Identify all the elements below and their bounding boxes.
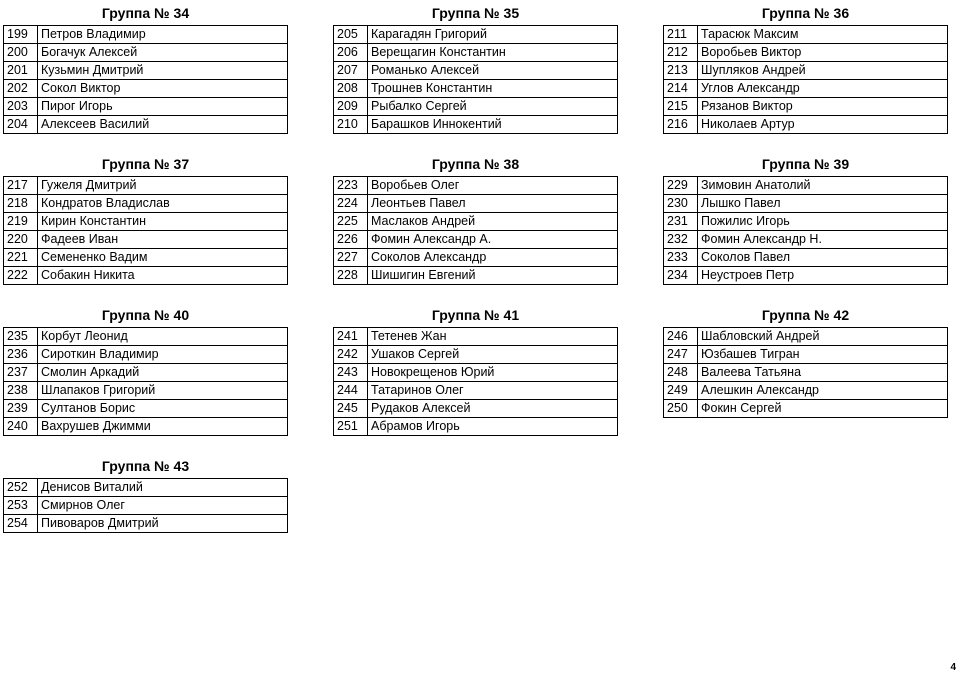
participant-name: Семененко Вадим — [38, 249, 288, 267]
table-row — [664, 249, 948, 267]
participant-name: Соколов Павел — [698, 249, 948, 267]
participant-name: Ушаков Сергей — [368, 346, 618, 364]
table-row — [334, 364, 618, 382]
participant-number: 225 — [334, 213, 368, 231]
participant-number: 217 — [4, 177, 38, 195]
participant-name: Неустроев Петр — [698, 267, 948, 285]
participant-name: Николаев Артур — [698, 116, 948, 134]
group-title: Группа № 35 — [431, 5, 520, 21]
participant-name: Денисов Виталий — [38, 479, 288, 497]
table-row — [334, 80, 618, 98]
participant-name: Фомин Александр Н. — [698, 231, 948, 249]
table-row — [4, 62, 288, 80]
table-row — [4, 26, 288, 44]
group-block — [333, 154, 618, 285]
participant-number: 240 — [4, 418, 38, 436]
participant-name: Татаринов Олег — [368, 382, 618, 400]
participant-number: 219 — [4, 213, 38, 231]
participant-number: 222 — [4, 267, 38, 285]
group-block — [3, 3, 288, 134]
participant-name: Шишигин Евгений — [368, 267, 618, 285]
table-row — [664, 98, 948, 116]
table-row — [4, 515, 288, 533]
participant-name: Воробьев Олег — [368, 177, 618, 195]
group-block — [663, 154, 948, 285]
group-roster-table — [3, 176, 288, 285]
participant-number: 200 — [4, 44, 38, 62]
participant-number: 237 — [4, 364, 38, 382]
participant-number: 203 — [4, 98, 38, 116]
participant-number: 202 — [4, 80, 38, 98]
table-row — [4, 418, 288, 436]
group-block — [3, 305, 288, 436]
participant-number: 213 — [664, 62, 698, 80]
group-title: Группа № 36 — [761, 5, 850, 21]
table-row — [334, 98, 618, 116]
participant-number: 242 — [334, 346, 368, 364]
table-row — [4, 346, 288, 364]
participant-number: 215 — [664, 98, 698, 116]
group-roster-table — [663, 25, 948, 134]
participant-name: Смолин Аркадий — [38, 364, 288, 382]
table-row — [664, 26, 948, 44]
participant-number: 231 — [664, 213, 698, 231]
participant-name: Вахрушев Джимми — [38, 418, 288, 436]
participant-number: 226 — [334, 231, 368, 249]
participant-name: Собакин Никита — [38, 267, 288, 285]
participant-name: Верещагин Константин — [368, 44, 618, 62]
table-row — [664, 382, 948, 400]
group-roster-table — [663, 327, 948, 418]
participant-name: Новокрещенов Юрий — [368, 364, 618, 382]
table-row — [4, 479, 288, 497]
participant-name: Трошнев Константин — [368, 80, 618, 98]
table-row — [334, 400, 618, 418]
participant-number: 252 — [4, 479, 38, 497]
groups-grid — [3, 3, 957, 533]
table-row — [4, 497, 288, 515]
participant-name: Петров Владимир — [38, 26, 288, 44]
table-row — [4, 400, 288, 418]
table-row — [334, 116, 618, 134]
participant-number: 227 — [334, 249, 368, 267]
participant-number: 253 — [4, 497, 38, 515]
participant-number: 241 — [334, 328, 368, 346]
participant-number: 201 — [4, 62, 38, 80]
participant-name: Тарасюк Максим — [698, 26, 948, 44]
group-block — [333, 305, 618, 436]
participant-name: Фокин Сергей — [698, 400, 948, 418]
participant-number: 239 — [4, 400, 38, 418]
participant-number: 212 — [664, 44, 698, 62]
table-row — [334, 44, 618, 62]
participant-number: 218 — [4, 195, 38, 213]
table-row — [664, 346, 948, 364]
table-row — [4, 44, 288, 62]
participant-name: Пожилис Игорь — [698, 213, 948, 231]
participant-number: 204 — [4, 116, 38, 134]
participant-number: 221 — [4, 249, 38, 267]
table-row — [334, 267, 618, 285]
table-row — [664, 328, 948, 346]
table-row — [4, 267, 288, 285]
participant-number: 216 — [664, 116, 698, 134]
participant-name: Кирин Константин — [38, 213, 288, 231]
participant-number: 248 — [664, 364, 698, 382]
participant-name: Углов Александр — [698, 80, 948, 98]
participant-number: 247 — [664, 346, 698, 364]
participant-number: 206 — [334, 44, 368, 62]
participant-number: 199 — [4, 26, 38, 44]
table-row — [664, 177, 948, 195]
table-row — [664, 231, 948, 249]
participant-name: Тетенев Жан — [368, 328, 618, 346]
table-row — [664, 80, 948, 98]
group-title: Группа № 41 — [431, 307, 520, 323]
participant-name: Сироткин Владимир — [38, 346, 288, 364]
group-block — [663, 3, 948, 134]
table-row — [664, 62, 948, 80]
participant-name: Кондратов Владислав — [38, 195, 288, 213]
participant-name: Фадеев Иван — [38, 231, 288, 249]
table-row — [334, 231, 618, 249]
participant-name: Рудаков Алексей — [368, 400, 618, 418]
participant-name: Зимовин Анатолий — [698, 177, 948, 195]
page-number: 4 — [950, 662, 956, 673]
group-title: Группа № 43 — [101, 458, 190, 474]
participant-name: Смирнов Олег — [38, 497, 288, 515]
participant-name: Рыбалко Сергей — [368, 98, 618, 116]
participant-number: 205 — [334, 26, 368, 44]
group-roster-table — [3, 25, 288, 134]
table-row — [664, 116, 948, 134]
participant-name: Соколов Александр — [368, 249, 618, 267]
table-row — [4, 177, 288, 195]
table-row — [664, 213, 948, 231]
participant-number: 230 — [664, 195, 698, 213]
participant-number: 207 — [334, 62, 368, 80]
participant-name: Романько Алексей — [368, 62, 618, 80]
table-row — [664, 44, 948, 62]
participant-name: Шлапаков Григорий — [38, 382, 288, 400]
table-row — [334, 195, 618, 213]
participant-name: Шупляков Андрей — [698, 62, 948, 80]
table-row — [4, 249, 288, 267]
participant-number: 229 — [664, 177, 698, 195]
table-row — [4, 195, 288, 213]
participant-number: 245 — [334, 400, 368, 418]
group-block — [333, 3, 618, 134]
participant-number: 254 — [4, 515, 38, 533]
participant-name: Кузьмин Дмитрий — [38, 62, 288, 80]
participant-name: Леонтьев Павел — [368, 195, 618, 213]
participant-number: 235 — [4, 328, 38, 346]
table-row — [334, 26, 618, 44]
table-row — [334, 62, 618, 80]
participant-number: 249 — [664, 382, 698, 400]
table-row — [334, 249, 618, 267]
participant-name: Фомин Александр А. — [368, 231, 618, 249]
participant-name: Карагадян Григорий — [368, 26, 618, 44]
participant-name: Юзбашев Тигран — [698, 346, 948, 364]
group-roster-table — [333, 327, 618, 436]
participant-number: 228 — [334, 267, 368, 285]
participant-number: 208 — [334, 80, 368, 98]
table-row — [4, 364, 288, 382]
participant-name: Сокол Виктор — [38, 80, 288, 98]
participant-name: Абрамов Игорь — [368, 418, 618, 436]
participant-name: Воробьев Виктор — [698, 44, 948, 62]
participant-number: 232 — [664, 231, 698, 249]
group-block — [3, 154, 288, 285]
group-roster-table — [333, 176, 618, 285]
table-row — [334, 177, 618, 195]
group-title: Группа № 38 — [431, 156, 520, 172]
participant-number: 250 — [664, 400, 698, 418]
participant-name: Корбут Леонид — [38, 328, 288, 346]
participant-number: 244 — [334, 382, 368, 400]
participant-name: Богачук Алексей — [38, 44, 288, 62]
group-block — [3, 456, 288, 533]
table-row — [334, 328, 618, 346]
participant-number: 214 — [664, 80, 698, 98]
participant-number: 251 — [334, 418, 368, 436]
table-row — [4, 382, 288, 400]
group-title: Группа № 42 — [761, 307, 850, 323]
table-row — [4, 231, 288, 249]
table-row — [664, 195, 948, 213]
participant-number: 211 — [664, 26, 698, 44]
group-roster-table — [663, 176, 948, 285]
group-roster-table — [333, 25, 618, 134]
table-row — [4, 116, 288, 134]
participant-name: Рязанов Виктор — [698, 98, 948, 116]
participant-number: 223 — [334, 177, 368, 195]
participant-number: 234 — [664, 267, 698, 285]
participant-number: 236 — [4, 346, 38, 364]
participant-number: 243 — [334, 364, 368, 382]
participant-name: Барашков Иннокентий — [368, 116, 618, 134]
participant-name: Валеева Татьяна — [698, 364, 948, 382]
group-block — [663, 305, 948, 436]
participant-name: Шабловский Андрей — [698, 328, 948, 346]
participant-number: 224 — [334, 195, 368, 213]
participant-number: 210 — [334, 116, 368, 134]
group-title: Группа № 37 — [101, 156, 190, 172]
group-roster-table — [3, 478, 288, 533]
table-row — [334, 213, 618, 231]
participant-name: Пирог Игорь — [38, 98, 288, 116]
table-row — [4, 98, 288, 116]
table-row — [4, 80, 288, 98]
participant-number: 238 — [4, 382, 38, 400]
participant-name: Маслаков Андрей — [368, 213, 618, 231]
participant-name: Гужеля Дмитрий — [38, 177, 288, 195]
table-row — [664, 400, 948, 418]
table-row — [664, 267, 948, 285]
participant-name: Султанов Борис — [38, 400, 288, 418]
table-row — [664, 364, 948, 382]
table-row — [4, 328, 288, 346]
participant-number: 209 — [334, 98, 368, 116]
participant-number: 220 — [4, 231, 38, 249]
participant-name: Лышко Павел — [698, 195, 948, 213]
participant-name: Алешкин Александр — [698, 382, 948, 400]
participant-number: 246 — [664, 328, 698, 346]
participant-name: Алексеев Василий — [38, 116, 288, 134]
group-roster-table — [3, 327, 288, 436]
table-row — [334, 382, 618, 400]
table-row — [4, 213, 288, 231]
group-title: Группа № 40 — [101, 307, 190, 323]
table-row — [334, 418, 618, 436]
group-title: Группа № 39 — [761, 156, 850, 172]
group-title: Группа № 34 — [101, 5, 190, 21]
table-row — [334, 346, 618, 364]
participant-name: Пивоваров Дмитрий — [38, 515, 288, 533]
participant-number: 233 — [664, 249, 698, 267]
